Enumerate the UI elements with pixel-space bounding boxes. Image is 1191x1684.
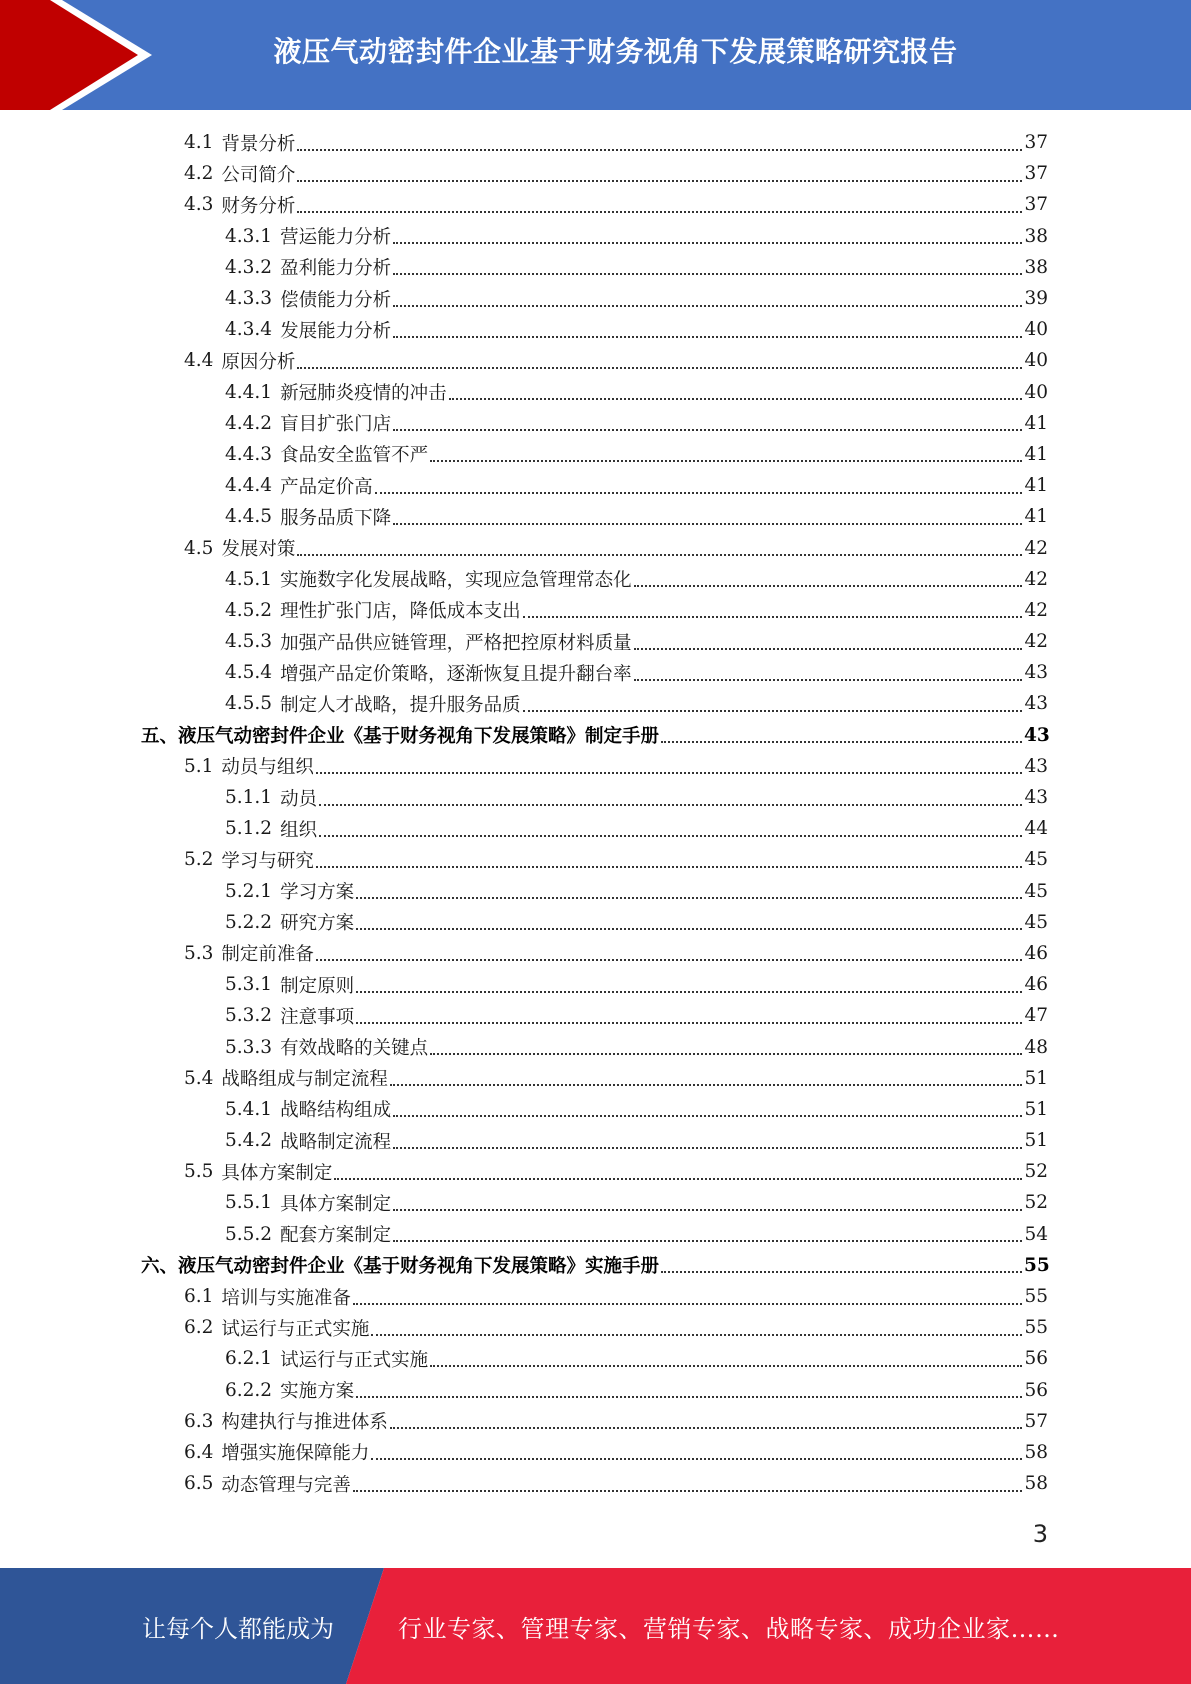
toc-entry-label: 盈利能力分析 xyxy=(280,258,392,280)
toc-entry-number: 6.5 xyxy=(184,1473,214,1495)
toc-entry[interactable] xyxy=(0,377,1191,408)
toc-entry[interactable] xyxy=(0,1156,1191,1187)
toc-entry-page: 42 xyxy=(1024,537,1048,559)
toc-entry-label: 试运行与正式实施 xyxy=(221,1318,370,1340)
footer-band xyxy=(0,1568,1191,1684)
toc-entry-number: 5.2.2 xyxy=(225,911,273,933)
toc-entry[interactable] xyxy=(0,1281,1191,1312)
toc-entry-number: 4.3.3 xyxy=(225,288,273,310)
toc-entry-label: 新冠肺炎疫情的冲击 xyxy=(280,383,447,405)
toc-entry-number: 五、 xyxy=(141,726,179,748)
toc-entry[interactable] xyxy=(0,1375,1191,1406)
toc-entry-label: 加强产品供应链管理，严格把控原材料质量 xyxy=(280,632,632,654)
toc-entry-page: 55 xyxy=(1024,1317,1048,1339)
toc-entry-label: 制定原则 xyxy=(280,975,355,997)
toc-dot-leader xyxy=(393,242,1022,244)
toc-dot-leader xyxy=(634,585,1022,587)
toc-entry-number: 4.4 xyxy=(184,350,214,372)
toc-entry-label: 增强实施保障能力 xyxy=(221,1443,370,1465)
toc-entry-label: 偿债能力分析 xyxy=(280,289,392,311)
toc-entry-page: 42 xyxy=(1024,631,1048,653)
toc-entry-page: 54 xyxy=(1024,1223,1048,1245)
toc-entry-number: 4.5.4 xyxy=(225,662,273,684)
toc-dot-leader xyxy=(393,429,1022,431)
toc-entry-number: 4.3.2 xyxy=(225,256,273,278)
toc-entry-number: 5.5 xyxy=(184,1161,214,1183)
toc-entry-number: 4.1 xyxy=(184,132,214,154)
toc-entry-page: 57 xyxy=(1024,1410,1048,1432)
toc-dot-leader xyxy=(393,1240,1022,1242)
toc-entry-number: 4.5.5 xyxy=(225,693,273,715)
footer-slogan-left: 让每个人都能成为 xyxy=(142,1614,334,1643)
toc-entry-number: 4.4.4 xyxy=(225,475,273,497)
toc-entry-label: 动员 xyxy=(280,788,318,810)
toc-entry-number: 5.3 xyxy=(184,942,214,964)
toc-entry-page: 58 xyxy=(1024,1473,1048,1495)
toc-dot-leader xyxy=(390,1427,1022,1429)
toc-entry-label: 产品定价高 xyxy=(280,476,373,498)
toc-entry-label: 组织 xyxy=(280,819,318,841)
table-of-contents xyxy=(0,127,1191,1499)
toc-dot-leader xyxy=(334,1178,1022,1180)
toc-entry-page: 45 xyxy=(1024,880,1048,902)
toc-entry[interactable] xyxy=(0,1063,1191,1094)
toc-entry[interactable] xyxy=(0,595,1191,626)
toc-dot-leader xyxy=(353,1490,1022,1492)
toc-entry-page: 56 xyxy=(1024,1348,1048,1370)
toc-entry-label: 研究方案 xyxy=(280,913,355,935)
toc-entry-number: 5.3.1 xyxy=(225,974,273,996)
toc-entry-page: 48 xyxy=(1024,1036,1048,1058)
toc-entry-number: 5.5.1 xyxy=(225,1192,273,1214)
toc-entry[interactable] xyxy=(0,1343,1191,1374)
toc-entry-label: 发展能力分析 xyxy=(280,320,392,342)
toc-entry-number: 4.4.2 xyxy=(225,412,273,434)
toc-entry-number: 4.3.1 xyxy=(225,225,273,247)
toc-entry-page: 41 xyxy=(1024,475,1048,497)
toc-entry-label: 制定前准备 xyxy=(221,944,314,966)
toc-entry-label: 公司简介 xyxy=(221,164,296,186)
toc-entry-number: 4.5.2 xyxy=(225,599,273,621)
toc-dot-leader xyxy=(316,866,1022,868)
toc-entry[interactable] xyxy=(0,189,1191,220)
toc-entry-page: 47 xyxy=(1024,1005,1048,1027)
toc-entry-label: 背景分析 xyxy=(221,133,296,155)
document-title: 液压气动密封件企业基于财务视角下发展策略研究报告 xyxy=(273,35,958,68)
toc-entry-number: 5.1.1 xyxy=(225,787,273,809)
toc-entry[interactable] xyxy=(0,1437,1191,1468)
toc-entry[interactable] xyxy=(0,876,1191,907)
toc-entry-page: 42 xyxy=(1024,568,1048,590)
toc-dot-leader xyxy=(523,710,1022,712)
toc-entry-label: 战略制定流程 xyxy=(280,1131,392,1153)
toc-dot-leader xyxy=(393,1147,1022,1149)
toc-entry-page: 41 xyxy=(1024,506,1048,528)
toc-entry-number: 5.4.2 xyxy=(225,1130,273,1152)
toc-entry-label: 制定人才战略，提升服务品质 xyxy=(280,694,521,716)
toc-entry-number: 6.2.2 xyxy=(225,1379,273,1401)
toc-entry-number: 4.4.5 xyxy=(225,506,273,528)
toc-dot-leader xyxy=(297,180,1022,182)
toc-dot-leader xyxy=(661,741,1022,743)
toc-entry-label: 食品安全监管不严 xyxy=(280,445,429,467)
toc-entry-page: 40 xyxy=(1024,381,1048,403)
toc-entry-label: 有效战略的关键点 xyxy=(280,1038,429,1060)
toc-dot-leader xyxy=(430,460,1022,462)
toc-dot-leader xyxy=(634,679,1022,681)
toc-dot-leader xyxy=(356,1022,1022,1024)
toc-entry[interactable] xyxy=(0,1187,1191,1218)
toc-entry-page: 43 xyxy=(1024,662,1048,684)
toc-entry-page: 41 xyxy=(1024,412,1048,434)
toc-entry-label: 战略组成与制定流程 xyxy=(221,1069,388,1091)
toc-entry-label: 营运能力分析 xyxy=(280,227,392,249)
toc-entry-label: 战略结构组成 xyxy=(280,1100,392,1122)
header-band xyxy=(0,0,1191,110)
toc-entry-number: 6.2 xyxy=(184,1317,214,1339)
toc-entry-label: 注意事项 xyxy=(280,1006,355,1028)
toc-entry-page: 45 xyxy=(1024,849,1048,871)
toc-entry-page: 55 xyxy=(1024,1254,1050,1276)
toc-dot-leader xyxy=(356,928,1022,930)
toc-dot-leader xyxy=(371,1334,1022,1336)
toc-entry[interactable] xyxy=(0,1468,1191,1499)
toc-entry-page: 38 xyxy=(1024,225,1048,247)
toc-entry[interactable] xyxy=(0,657,1191,688)
toc-entry-page: 46 xyxy=(1024,974,1048,996)
toc-entry-label: 具体方案制定 xyxy=(221,1162,333,1184)
toc-dot-leader xyxy=(661,1271,1022,1273)
toc-entry-page: 58 xyxy=(1024,1441,1048,1463)
toc-entry-page: 42 xyxy=(1024,599,1048,621)
toc-dot-leader xyxy=(393,523,1022,525)
toc-entry-label: 具体方案制定 xyxy=(280,1193,392,1215)
toc-entry-label: 液压气动密封件企业《基于财务视角下发展策略》制定手册 xyxy=(178,726,660,748)
toc-entry[interactable] xyxy=(0,844,1191,875)
toc-entry[interactable] xyxy=(0,782,1191,813)
toc-entry[interactable] xyxy=(0,751,1191,782)
toc-entry-number: 5.3.3 xyxy=(225,1036,273,1058)
toc-entry[interactable] xyxy=(0,221,1191,252)
toc-dot-leader xyxy=(430,1053,1022,1055)
toc-dot-leader xyxy=(393,1115,1022,1117)
toc-dot-leader xyxy=(297,554,1022,556)
toc-dot-leader xyxy=(634,648,1022,650)
toc-entry-number: 6.2.1 xyxy=(225,1348,273,1370)
toc-entry-page: 43 xyxy=(1024,724,1050,746)
toc-entry-label: 发展对策 xyxy=(221,539,296,561)
toc-entry[interactable] xyxy=(0,501,1191,532)
toc-entry-number: 4.4.3 xyxy=(225,443,273,465)
toc-entry-number: 6.4 xyxy=(184,1441,214,1463)
toc-entry-number: 5.1 xyxy=(184,755,214,777)
toc-entry-page: 38 xyxy=(1024,256,1048,278)
toc-dot-leader xyxy=(375,492,1022,494)
toc-dot-leader xyxy=(523,616,1022,618)
toc-entry-label: 学习方案 xyxy=(280,882,355,904)
toc-entry-page: 43 xyxy=(1024,693,1048,715)
toc-entry-number: 4.5.3 xyxy=(225,631,273,653)
toc-entry-page: 43 xyxy=(1024,787,1048,809)
toc-entry-page: 44 xyxy=(1024,818,1048,840)
toc-entry[interactable] xyxy=(0,720,1191,751)
toc-dot-leader xyxy=(449,398,1022,400)
toc-entry-label: 盲目扩张门店 xyxy=(280,414,392,436)
toc-entry-number: 6.3 xyxy=(184,1410,214,1432)
toc-entry-label: 增强产品定价策略，逐渐恢复且提升翻台率 xyxy=(280,663,632,685)
toc-entry-label: 学习与研究 xyxy=(221,850,314,872)
toc-entry[interactable] xyxy=(0,564,1191,595)
toc-entry-label: 液压气动密封件企业《基于财务视角下发展策略》实施手册 xyxy=(178,1256,660,1278)
toc-entry-page: 40 xyxy=(1024,319,1048,341)
toc-dot-leader xyxy=(371,1458,1022,1460)
toc-entry-page: 56 xyxy=(1024,1379,1048,1401)
toc-entry-label: 实施方案 xyxy=(280,1381,355,1403)
toc-entry[interactable] xyxy=(0,439,1191,470)
toc-entry[interactable] xyxy=(0,1219,1191,1250)
toc-entry[interactable] xyxy=(0,1125,1191,1156)
footer-slogan-right: 行业专家、管理专家、营销专家、战略专家、成功企业家…… xyxy=(398,1614,1060,1643)
toc-dot-leader xyxy=(297,367,1022,369)
toc-entry-number: 5.2.1 xyxy=(225,880,273,902)
toc-entry-number: 4.2 xyxy=(184,163,214,185)
toc-entry-number: 5.2 xyxy=(184,849,214,871)
toc-entry-number: 5.4 xyxy=(184,1067,214,1089)
toc-dot-leader xyxy=(356,1396,1022,1398)
toc-dot-leader xyxy=(356,991,1022,993)
toc-dot-leader xyxy=(356,897,1022,899)
toc-entry-page: 43 xyxy=(1024,755,1048,777)
toc-entry-number: 4.3.4 xyxy=(225,319,273,341)
toc-entry-page: 51 xyxy=(1024,1130,1048,1152)
toc-entry-page: 46 xyxy=(1024,942,1048,964)
toc-entry-number: 4.3 xyxy=(184,194,214,216)
toc-entry[interactable] xyxy=(0,252,1191,283)
toc-entry[interactable] xyxy=(0,1000,1191,1031)
toc-entry[interactable] xyxy=(0,345,1191,376)
toc-entry-label: 理性扩张门店，降低成本支出 xyxy=(280,601,521,623)
toc-entry-page: 52 xyxy=(1024,1161,1048,1183)
toc-entry-label: 培训与实施准备 xyxy=(221,1287,351,1309)
toc-entry[interactable] xyxy=(0,688,1191,719)
toc-entry[interactable] xyxy=(0,283,1191,314)
toc-entry-page: 39 xyxy=(1024,288,1048,310)
toc-dot-leader xyxy=(393,305,1022,307)
toc-entry-number: 5.5.2 xyxy=(225,1223,273,1245)
toc-entry-page: 37 xyxy=(1024,132,1048,154)
toc-dot-leader xyxy=(319,835,1022,837)
toc-entry[interactable] xyxy=(0,626,1191,657)
toc-entry[interactable] xyxy=(0,127,1191,158)
toc-dot-leader xyxy=(390,1084,1022,1086)
toc-entry-number: 4.5.1 xyxy=(225,568,273,590)
toc-entry-number: 5.3.2 xyxy=(225,1005,273,1027)
toc-entry-page: 37 xyxy=(1024,194,1048,216)
toc-entry-page: 51 xyxy=(1024,1067,1048,1089)
toc-dot-leader xyxy=(319,804,1022,806)
toc-entry-label: 构建执行与推进体系 xyxy=(221,1412,388,1434)
toc-dot-leader xyxy=(297,211,1022,213)
toc-entry[interactable] xyxy=(0,158,1191,189)
toc-entry-number: 6.1 xyxy=(184,1286,214,1308)
toc-entry[interactable] xyxy=(0,1250,1191,1281)
toc-entry-number: 4.5 xyxy=(184,537,214,559)
toc-entry[interactable] xyxy=(0,532,1191,563)
toc-entry-number: 六、 xyxy=(141,1256,179,1278)
toc-entry-label: 动态管理与完善 xyxy=(221,1474,351,1496)
toc-entry-page: 40 xyxy=(1024,350,1048,372)
toc-entry-label: 原因分析 xyxy=(221,351,296,373)
toc-entry-label: 财务分析 xyxy=(221,195,296,217)
toc-entry[interactable] xyxy=(0,314,1191,345)
toc-dot-leader xyxy=(393,273,1022,275)
toc-dot-leader xyxy=(430,1365,1022,1367)
page-number: 3 xyxy=(1032,1520,1048,1548)
toc-entry[interactable] xyxy=(0,1094,1191,1125)
toc-entry-page: 52 xyxy=(1024,1192,1048,1214)
toc-entry-label: 动员与组织 xyxy=(221,757,314,779)
toc-dot-leader xyxy=(316,772,1022,774)
toc-dot-leader xyxy=(353,1303,1022,1305)
toc-entry[interactable] xyxy=(0,470,1191,501)
toc-entry-label: 实施数字化发展战略，实现应急管理常态化 xyxy=(280,570,632,592)
toc-dot-leader xyxy=(393,1209,1022,1211)
toc-entry[interactable] xyxy=(0,1031,1191,1062)
toc-entry[interactable] xyxy=(0,1312,1191,1343)
toc-entry[interactable] xyxy=(0,907,1191,938)
toc-entry-number: 5.1.2 xyxy=(225,818,273,840)
toc-entry-label: 试运行与正式实施 xyxy=(280,1349,429,1371)
toc-entry[interactable] xyxy=(0,408,1191,439)
toc-entry-number: 5.4.1 xyxy=(225,1098,273,1120)
toc-dot-leader xyxy=(393,336,1022,338)
toc-entry[interactable] xyxy=(0,969,1191,1000)
toc-entry-page: 55 xyxy=(1024,1286,1048,1308)
toc-dot-leader xyxy=(297,149,1022,151)
toc-entry-label: 服务品质下降 xyxy=(280,507,392,529)
toc-entry[interactable] xyxy=(0,1406,1191,1437)
toc-entry[interactable] xyxy=(0,813,1191,844)
toc-entry-number: 4.4.1 xyxy=(225,381,273,403)
toc-entry-page: 45 xyxy=(1024,911,1048,933)
toc-dot-leader xyxy=(316,959,1022,961)
toc-entry-page: 37 xyxy=(1024,163,1048,185)
toc-entry[interactable] xyxy=(0,938,1191,969)
toc-entry-page: 41 xyxy=(1024,443,1048,465)
toc-entry-label: 配套方案制定 xyxy=(280,1225,392,1247)
toc-entry-page: 51 xyxy=(1024,1098,1048,1120)
